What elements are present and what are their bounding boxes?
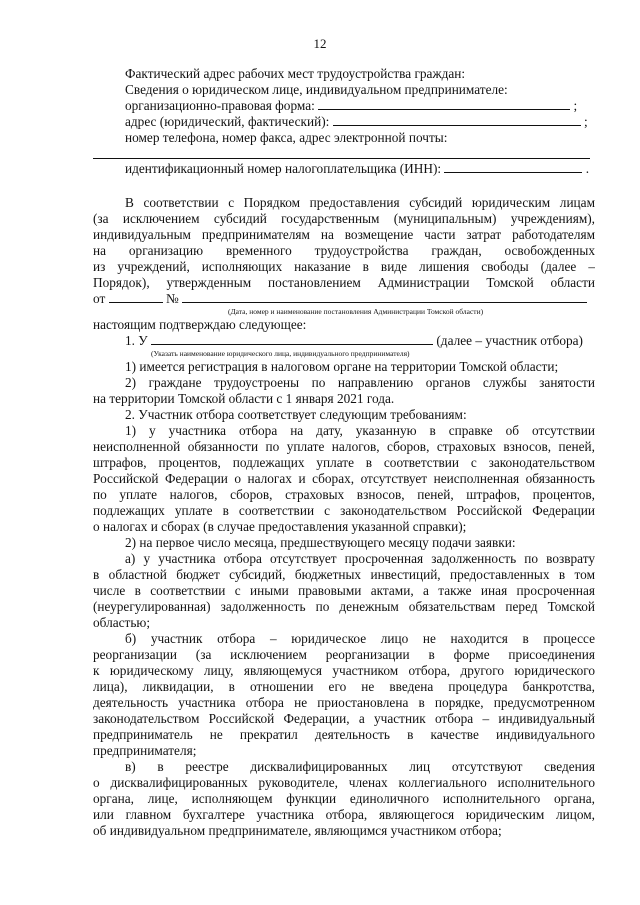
item2-c-line: в) в реестре дисквалифицированных лиц отсутствуют сведения xyxy=(125,759,595,774)
page-number: 12 xyxy=(313,36,327,51)
address-label: адрес (юридический, фактический): xyxy=(125,114,330,129)
item2-b-line: лица), ликвидации, в отношении его не введена процедура банкротства, xyxy=(93,679,595,694)
item2-1-line: 1) у участника отбора на дату, указанную в справке об отсутствии xyxy=(125,423,595,438)
intro-line: (за исключением субсидий государственным (муниципальным) учреждениям), xyxy=(93,211,595,226)
confirm-line: настоящим подтверждаю следующее: xyxy=(93,317,307,332)
contacts-line: номер телефона, номер факса, адрес электронной почты: xyxy=(125,130,448,145)
entity-info-line: Сведения о юридическом лице, индивидуальном предпринимателе: xyxy=(125,82,508,97)
participant-suffix: (далее – участник отбора) xyxy=(436,333,583,348)
legal-form-line: организационно-правовая форма: ; xyxy=(125,98,578,113)
contacts-blank[interactable] xyxy=(93,158,590,159)
item1-sub2-cont: на территории Томской области с 1 января 2021 года. xyxy=(93,391,395,406)
legal-form-label: организационно-правовая форма: xyxy=(125,98,315,113)
resolution-caption: (Дата, номер и наименование постановления Администрации Томской области) xyxy=(228,307,484,316)
item2-1-line: Российской Федерации о налогах и сборах, отсутствует неисполненная обязанность xyxy=(93,471,595,486)
inn-line: идентификационный номер налогоплательщика (ИНН): . xyxy=(125,161,590,176)
item2-1-line: штрафов, процентов, подлежащих уплате в соответствии с законодательством xyxy=(93,455,595,470)
item2-a-line: в областной бюджет субсидий, бюджетных инвестиций, предоставленных в том xyxy=(93,567,595,582)
item2-b-line: реорганизации (за исключением реорганизации в форме присоединения xyxy=(93,647,595,662)
item1-sub1: 1) имеется регистрация в налоговом органе на территории Томской области; xyxy=(125,359,559,374)
intro-line: Порядок), утвержденным постановлением Администрации Томской области xyxy=(93,275,595,290)
item2-b-line: предпринимателя; xyxy=(93,743,197,758)
inn-blank[interactable] xyxy=(444,161,582,173)
item2-1-line: о налогах и сборах (в случае предоставления указанной справки); xyxy=(93,519,467,534)
date-blank[interactable] xyxy=(109,291,163,303)
item2-b-line: законодательством Российской Федерации, а участник отбора – индивидуальный xyxy=(93,711,595,726)
inn-label: идентификационный номер налогоплательщика (ИНН): xyxy=(125,161,442,176)
intro-line: из учреждений, исполняющих наказание в виде лишения свободы (далее – xyxy=(93,259,595,274)
actual-address-line: Фактический адрес рабочих мест трудоустройства граждан: xyxy=(125,66,466,81)
item2-a-line: (неурегулированная) задолженность по денежным обязательствам перед Томской xyxy=(93,599,595,614)
item1-label: 1. У xyxy=(125,333,148,348)
item2-b-line: б) участник отбора – юридическое лицо не находится в процессе xyxy=(125,631,595,646)
date-label: от xyxy=(93,291,106,306)
item2-c-line: органа, лице, исполняющем функции единоличного исполнительного органа, xyxy=(93,791,595,806)
item1-sub2: 2) граждане трудоустроены по направлению органов службы занятости xyxy=(125,375,595,390)
participant-line xyxy=(125,333,595,349)
intro-line: индивидуальным предпринимателям на возмещение части затрат работодателям xyxy=(93,227,595,242)
item2-c-line: или главном бухгалтере участника отбора, являющегося юридическим лицом, xyxy=(93,807,595,822)
item2-c-line: об индивидуальном предпринимателе, являющимся участником отбора; xyxy=(93,823,502,838)
item2-c-line: о дисквалифицированных руководителе, членах коллегиального исполнительного xyxy=(93,775,595,790)
item2-1-line: по уплате налогов, сборов, страховых взносов, пеней, штрафов, процентов, xyxy=(93,487,595,502)
address-blank[interactable] xyxy=(333,114,581,126)
item2-b-line: к юридическому лицу, являющемуся участником отбора, другого юридического xyxy=(93,663,595,678)
address-line: адрес (юридический, фактический): ; xyxy=(125,114,588,129)
intro-line: на организацию временного трудоустройства граждан, освобожденных xyxy=(93,243,595,258)
item2-a-line: числе в соответствии с иными правовыми актами, а также иная просроченная xyxy=(93,583,595,598)
item2-b-line: деятельность участника отбора не приостановлена в порядке, предусмотренном xyxy=(93,695,595,710)
item2-head: 2. Участник отбора соответствует следующим требованиям: xyxy=(125,407,467,422)
item2-a-line: а) у участника отбора отсутствует просроченная задолженность по возврату xyxy=(125,551,595,566)
item2-1-line: неисполненной обязанности по уплате налогов, сборов, страховых взносов, пеней, xyxy=(93,439,595,454)
participant-caption: (Указать наименование юридического лица, индивидуального предпринимателя) xyxy=(151,349,410,358)
item2-b-line: предприниматель не прекратил деятельность в качестве индивидуального xyxy=(93,727,595,742)
item2-2-line: 2) на первое число месяца, предшествующего месяцу подачи заявки: xyxy=(125,535,516,550)
item2-a-line: областью; xyxy=(93,615,151,630)
number-label: № xyxy=(165,291,179,306)
resolution-line xyxy=(93,291,595,307)
participant-name-blank[interactable] xyxy=(151,333,433,345)
resolution-blank[interactable] xyxy=(182,291,587,303)
legal-form-blank[interactable] xyxy=(318,98,570,110)
intro-line: В соответствии с Порядком предоставления субсидий юридическим лицам xyxy=(125,195,595,210)
item2-1-line: подлежащих уплате в соответствии с законодательством Российской Федерации xyxy=(93,503,595,518)
